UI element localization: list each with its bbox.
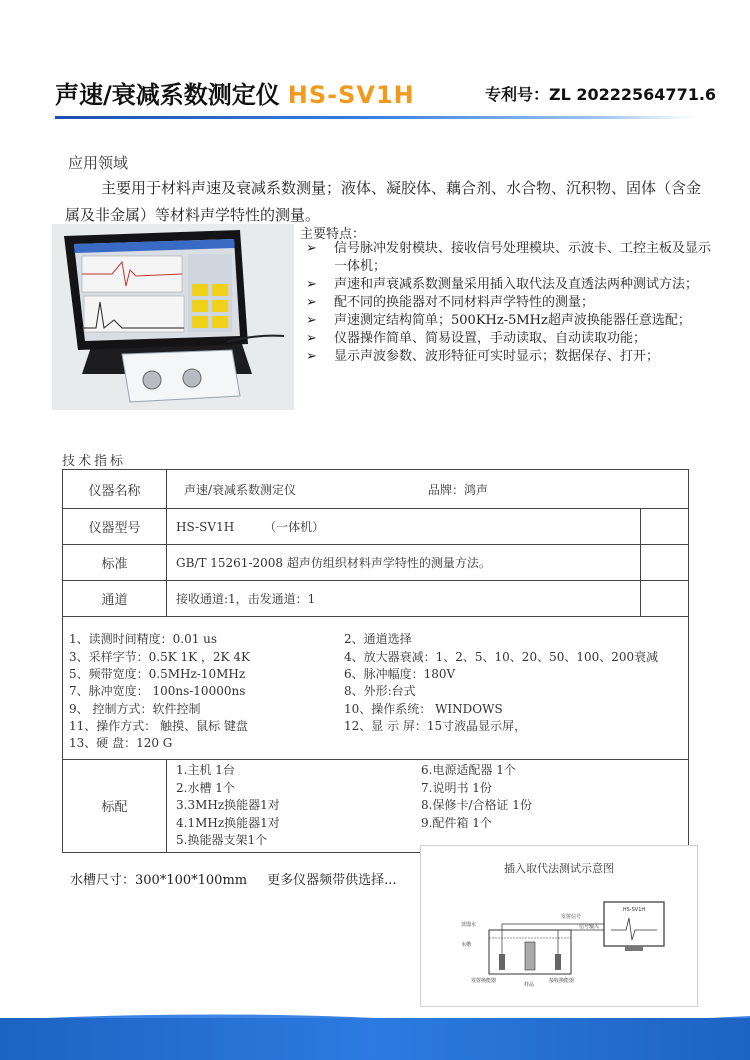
list-item: ➢ 显示声波参数、波形特征可实时显示；数据保存、打开； xyxy=(306,349,660,364)
spec-item: 3、采样字节：0.5K 1K ，2K 4K xyxy=(69,649,250,664)
list-item: ➢ 声速测定结构简单；500KHz-5MHz超声波换能器任意选配； xyxy=(306,313,691,328)
arrow-bullet-icon: ➢ xyxy=(306,331,317,346)
spec-item: 12、显 示 屏：15寸液晶显示屏， xyxy=(344,718,527,733)
spec-item: 1、读测时间精度：0.01 us xyxy=(69,632,218,647)
channel-label: 通道 xyxy=(63,581,167,617)
table-row xyxy=(63,545,689,581)
features-heading: 主要特点： xyxy=(300,227,366,242)
svg-text:蒸馏水: 蒸馏水 xyxy=(461,922,477,928)
table-row xyxy=(63,509,689,545)
spec-item: 9、 控制方式：软件控制 xyxy=(69,701,201,716)
table-row xyxy=(63,760,689,853)
spec-list xyxy=(63,617,688,758)
config-label: 标配 xyxy=(63,760,167,853)
arrow-bullet-icon: ➢ xyxy=(306,277,317,292)
product-model: HS-SV1H xyxy=(287,81,415,109)
bottom-bar xyxy=(0,1018,750,1060)
more-note: 更多仪器频带供选择... xyxy=(267,873,397,888)
header-divider xyxy=(55,116,695,119)
model-cell xyxy=(167,509,641,545)
svg-text:样品: 样品 xyxy=(524,982,535,988)
model-note: （一体机） xyxy=(264,520,325,534)
product-name: 声速/衰减系数测定仪 xyxy=(55,81,280,109)
config-item: 9.配件箱 1个 xyxy=(421,815,492,830)
application-text xyxy=(65,175,705,229)
standard-label: 标准 xyxy=(63,545,167,581)
tank-size-text: 水槽尺寸：300*100*100mm xyxy=(70,873,248,888)
rx-probe-icon xyxy=(555,954,561,970)
table-row xyxy=(63,470,689,509)
brand-value: 品牌：鸿声 xyxy=(428,482,489,497)
model-value: HS-SV1H xyxy=(176,520,235,534)
table-row xyxy=(63,581,689,617)
standard-value: GB/T 15261-2008 超声仿组织材料声学特性的测量方法。 xyxy=(167,545,641,581)
config-item: 7.说明书 1份 xyxy=(421,780,492,795)
svg-text:发射信号: 发射信号 xyxy=(561,914,582,920)
config-item: 4.1MHz换能器1对 xyxy=(176,815,280,830)
svg-text:接收换能器: 接收换能器 xyxy=(549,978,575,984)
page-title xyxy=(55,75,415,110)
spec-item: 10、操作系统： WINDOWS xyxy=(344,701,503,716)
screen-label: HS-SV1H xyxy=(622,907,646,913)
name-label: 仪器名称 xyxy=(63,470,167,509)
svg-text:信号输入: 信号输入 xyxy=(579,924,600,930)
config-item: 8.保修卡/合格证 1份 xyxy=(421,798,532,812)
spec-table xyxy=(62,469,689,853)
list-item: ➢ 配不同的换能器对不同材料声学特性的测量； xyxy=(306,295,595,310)
application-body: 主要用于材料声速及衰减系数测量；液体、凝胶体、藕合剂、水合物、沉积物、固体（含金属及非金属）等材料声学特性的测量。 xyxy=(65,179,702,224)
monitor-stand xyxy=(625,946,643,951)
spec-item: 13、硬 盘：120 G xyxy=(69,736,173,751)
arrow-bullet-icon: ➢ xyxy=(306,313,317,328)
list-item: ➢ 声速和声衰减系数测量采用插入取代法及直透法两种测试方法； xyxy=(306,277,699,292)
config-list xyxy=(167,760,688,852)
application-heading: 应用领域 xyxy=(68,154,129,172)
config-item: 3.3MHz换能器1对 xyxy=(176,798,280,812)
list-item: ➢ 仪器操作简单、简易设置，手动读取、自动读取功能； xyxy=(306,331,647,346)
arrow-bullet-icon: ➢ xyxy=(306,241,317,256)
config-item: 6.电源适配器 1个 xyxy=(421,763,516,777)
test-diagram xyxy=(420,845,698,1007)
config-item: 2.水槽 1个 xyxy=(176,780,235,795)
name-value: 声速/衰减系数测定仪 xyxy=(184,482,297,497)
config-cell xyxy=(167,760,689,853)
sample-icon xyxy=(525,942,535,970)
tx-probe-icon xyxy=(499,954,505,970)
spec-list-cell xyxy=(63,617,689,760)
channel-value: 接收通道:1，击发通道：1 xyxy=(167,581,641,617)
diagram-title: 插入取代法测试示意图 xyxy=(504,862,614,875)
spec-item: 4、放大器衰减：1、2、5、10、20、50、100、200衰减 xyxy=(344,649,659,664)
features-list xyxy=(300,240,720,366)
spec-item xyxy=(344,735,688,752)
spec-item: 2、通道选择 xyxy=(344,632,412,647)
arrow-bullet-icon: ➢ xyxy=(306,295,317,310)
spec-item: 7、脉冲宽度： 100ns-10000ns xyxy=(69,684,246,699)
spec-item: 5、频带宽度：0.5MHz-10MHz xyxy=(69,667,246,682)
arrow-bullet-icon: ➢ xyxy=(306,349,317,364)
config-item: 5.换能器支架1个 xyxy=(176,833,268,847)
product-photo xyxy=(52,224,294,410)
config-item: 1.主机 1台 xyxy=(176,763,235,777)
spec-item: 6、脉冲幅度：180V xyxy=(344,667,456,682)
svg-text:发射换能器: 发射换能器 xyxy=(471,978,497,984)
table-row xyxy=(63,617,689,760)
spec-item: 8、外形:台式 xyxy=(344,684,416,699)
spec-item: 11、操作方式： 触摸、鼠标 键盘 xyxy=(69,718,248,733)
list-item: ➢ 信号脉冲发射模块、接收信号处理模块、示波卡、工控主板及显示一体机； xyxy=(306,241,712,274)
tank-size xyxy=(70,869,397,888)
patent-number: 专利号：ZL 20222564771.6 xyxy=(485,85,717,104)
tech-heading: 技术指标 xyxy=(62,454,127,469)
name-cell xyxy=(167,470,689,509)
svg-text:水槽: 水槽 xyxy=(461,942,472,948)
model-label: 仪器型号 xyxy=(63,509,167,545)
